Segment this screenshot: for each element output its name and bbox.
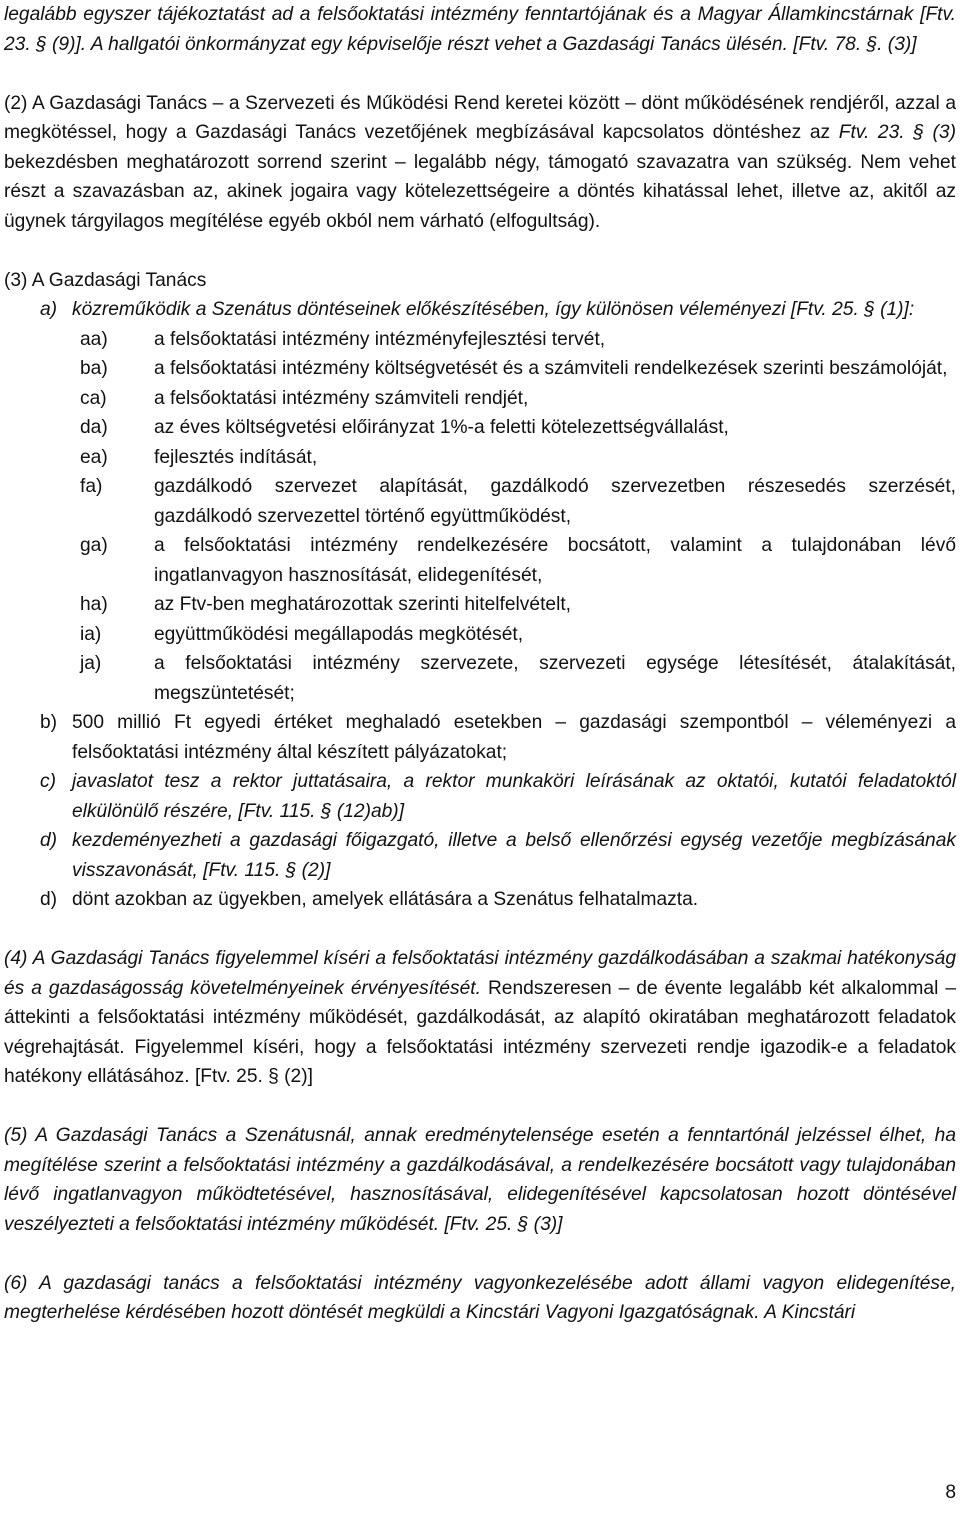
- paragraph-4-italic: (4) A Gazdasági Tanács figyelemmel kíséri a felsőoktatási intézmény gazdálkodásában a szakmai hatékonyság és a gazdaságosság követelményeinek érvényesítését.: [4, 948, 956, 999]
- sublist-text: a felsőoktatási intézmény szervezete, szervezeti egysége létesítését, átalakítását, megszüntetését;: [154, 653, 956, 704]
- list-item-b: [4, 708, 956, 767]
- sublist-text: együttműködési megállapodás megkötését,: [154, 623, 524, 645]
- paragraph-2: [4, 89, 956, 237]
- list-text: közreműködik a Szenátus döntéseinek előkészítésében, így különösen véleményezi [Ftv. 25. § (1)]:: [72, 299, 915, 320]
- list-text: javaslatot tesz a rektor juttatásaira, a rektor munkaköri leírásának az oktatói, kutatói feladatoktól elkülönülő részére, [Ftv. 115. § (12)ab)]: [72, 771, 956, 822]
- paragraph-4-plain: Rendszeresen – de évente legalább két alkalommal – áttekinti a felsőoktatási intézmény működését, gazdálkodását, az alapító okiratában meghatározott feladatok végrehajtását. Figyelemmel kíséri, hogy a felsőoktatási intézmény szervezeti rendje igazodik-e a feladatok hatékony ellátásához. [Ftv. 25. § (2)]: [4, 977, 956, 1087]
- list-text: 500 millió Ft egyedi értéket meghaladó esetekben – gazdasági szempontból – véleményezi a felsőoktatási intézmény által készített pályázatokat;: [72, 712, 956, 763]
- sublist-label: ba): [80, 358, 108, 379]
- paragraph-5: (5) A Gazdasági Tanács a Szenátusnál, annak eredménytelensége esetén a fenntartónál jelzéssel élhet, ha megítélése szerint a felsőoktatási intézmény a gazdálkodásával, a rendelkezésére bocsátott vagy tulajdonában lévő ingatlanvagyon működtetésével, hasznosításával, elidegenítésével kapcsolatosan hozott döntésével veszélyezteti a felsőoktatási intézmény működését. [Ftv. 25. § (3)]: [4, 1125, 956, 1235]
- sublist-label: ga): [80, 535, 108, 556]
- paragraph-2-text-a: (2) A Gazdasági Tanács – a Szervezeti és Működési Rend keretei között – dönt működésének rendjéről, azzal a megkötéssel, hogy a Gazdasági Tanács vezetőjének megbízásával kapcsolatos döntéshez az: [4, 92, 956, 143]
- sublist-item: [4, 472, 956, 531]
- list-label: b): [40, 712, 58, 733]
- document-page: [4, 0, 956, 1328]
- sublist-text: az éves költségvetési előirányzat 1%-a feletti kötelezettségvállalást,: [154, 417, 729, 438]
- sublist-text: fejlesztés indítását,: [154, 446, 318, 468]
- list-label: a): [40, 299, 58, 320]
- sublist: [4, 325, 956, 709]
- sublist-label: ia): [80, 623, 102, 645]
- sublist-item: [4, 443, 956, 473]
- paragraph-6: (6) A gazdasági tanács a felsőoktatási intézmény vagyonkezelésébe adott állami vagyon elidegenítése, megterhelése kérdésében hozott döntését megküldi a Kincstári Vagyoni Igazgatóságnak. A Kincstári: [4, 1272, 956, 1323]
- sublist-text: gazdálkodó szervezet alapítását, gazdálkodó szervezetben részesedés szerzését, gazdálkodó szervezettel történő együttműködést,: [154, 476, 956, 527]
- sublist-text: a felsőoktatási intézmény intézményfejlesztési tervét,: [154, 328, 606, 350]
- sublist-item: [4, 384, 956, 414]
- list-label: d): [40, 889, 58, 910]
- paragraph-2-text-b: bekezdésben meghatározott sorrend szerint – legalább négy, támogató szavazatra van szükség. Nem vehet részt a szavazásban az, akinek jogaira vagy kötelezettségeire a döntés kihatással lehet, illetve az, akitől az ügynek tárgyilagos megítélése egyéb okból nem várható (elfogultság).: [4, 151, 956, 232]
- list-text: kezdeményezheti a gazdasági főigazgató, illetve a belső ellenőrzési egység vezetője megbízásának visszavonását, [Ftv. 115. § (2)]: [72, 830, 956, 881]
- sublist-item: [4, 325, 956, 355]
- paragraph-2-reference: Ftv. 23. § (3): [838, 122, 956, 143]
- sublist-text: a felsőoktatási intézmény rendelkezésére bocsátott, valamint a tulajdonában lévő ingatlanvagyon hasznosítását, elidegenítését,: [154, 535, 956, 586]
- list-item-a: [4, 295, 956, 325]
- intro-paragraph: legalább egyszer tájékoztatást ad a felsőoktatási intézmény fenntartójának és a Magyar Államkincstárnak [Ftv. 23. § (9)]. A hallgatói önkormányzat egy képviselője részt vehet a Gazdasági Tanács ülésén. [Ftv. 78. §. (3)]: [4, 4, 956, 55]
- sublist-text: a felsőoktatási intézmény költségvetését és a számviteli rendelkezések szerinti beszámolóját,: [154, 358, 948, 379]
- list-item-d-italic: [4, 826, 956, 885]
- list-text: dönt azokban az ügyekben, amelyek ellátására a Szenátus felhatalmazta.: [72, 889, 699, 910]
- sublist-item: [4, 590, 956, 620]
- sublist-item: [4, 620, 956, 650]
- sublist-label: ca): [80, 387, 107, 409]
- sublist-label: ja): [80, 653, 102, 674]
- paragraph-4: [4, 944, 956, 1092]
- list-label: d): [40, 830, 58, 851]
- list-item-d: [4, 885, 956, 915]
- list-label: c): [40, 771, 56, 792]
- sublist-text: a felsőoktatási intézmény számviteli rendjét,: [154, 387, 529, 409]
- sublist-item: [4, 354, 956, 384]
- paragraph-3-heading: (3) A Gazdasági Tanács: [4, 269, 207, 291]
- sublist-text: az Ftv-ben meghatározottak szerinti hitelfelvételt,: [154, 594, 571, 615]
- sublist-item: [4, 649, 956, 708]
- sublist-label: da): [80, 417, 108, 438]
- sublist-item: [4, 531, 956, 590]
- list-item-c: [4, 767, 956, 826]
- page-number: 8: [945, 1482, 956, 1503]
- sublist-label: aa): [80, 328, 108, 350]
- sublist-item: [4, 413, 956, 443]
- sublist-label: fa): [80, 476, 103, 497]
- sublist-label: ea): [80, 446, 108, 468]
- sublist-label: ha): [80, 594, 108, 615]
